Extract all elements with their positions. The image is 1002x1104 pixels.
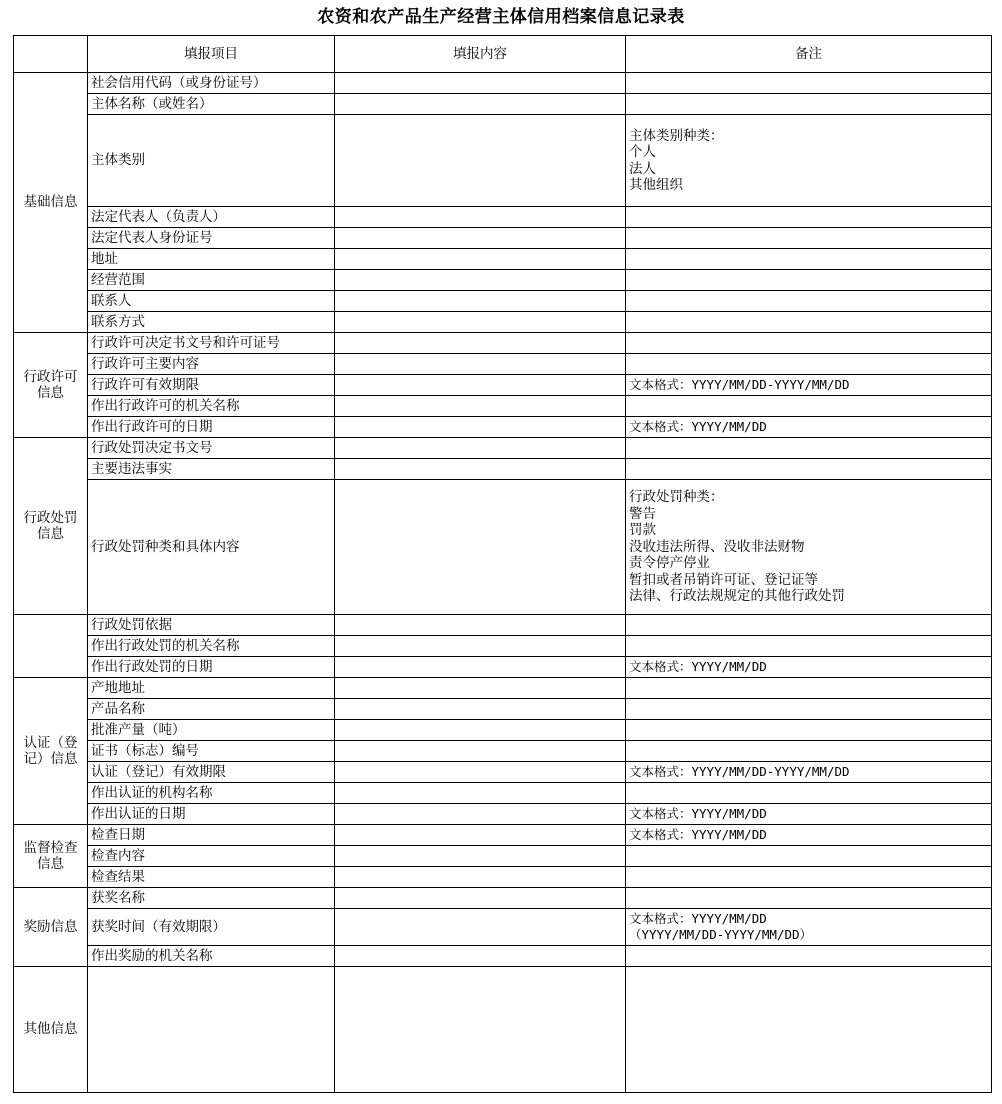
item-label: 检查结果 [88,867,335,888]
content-cell[interactable] [335,741,626,762]
category-admin-penalty: 行政处罚信息 [14,438,88,615]
table-row [14,783,992,804]
table-row [14,946,992,967]
content-cell[interactable] [335,846,626,867]
remark-cell [626,720,992,741]
content-cell[interactable] [335,678,626,699]
table-row [14,720,992,741]
content-cell[interactable] [335,762,626,783]
remark-cell [626,249,992,270]
item-label: 作出认证的机构名称 [88,783,335,804]
form-title: 农资和农产品生产经营主体信用档案信息记录表 [317,7,685,27]
header-item: 填报项目 [88,36,335,73]
item-label: 主体类别 [88,115,335,207]
credit-record-table [13,35,992,1093]
remark-cell: 文本格式：YYYY/MM/DD-YYYY/MM/DD [626,762,992,783]
content-cell[interactable] [335,720,626,741]
content-cell[interactable] [335,94,626,115]
table-row [14,967,992,1093]
category-award: 奖励信息 [14,888,88,967]
table-row [14,804,992,825]
item-label: 批准产量（吨） [88,720,335,741]
remark-cell [626,459,992,480]
table-row [14,115,992,207]
item-label: 行政处罚决定书文号 [88,438,335,459]
item-label: 行政许可有效期限 [88,375,335,396]
remark-cell [626,73,992,94]
content-cell[interactable] [335,375,626,396]
table-row [14,480,992,615]
content-cell[interactable] [335,333,626,354]
table-row [14,657,992,678]
remark-cell [626,438,992,459]
remark-cell [626,115,992,207]
item-label: 行政处罚种类和具体内容 [88,480,335,615]
table-row [14,73,992,94]
item-label: 作出行政处罚的机关名称 [88,636,335,657]
item-label: 行政许可主要内容 [88,354,335,375]
remark-cell [626,94,992,115]
item-label: 检查内容 [88,846,335,867]
content-cell[interactable] [335,459,626,480]
remark-line: 没收违法所得、没收非法财物 [629,538,805,555]
remark-cell [626,783,992,804]
content-cell[interactable] [335,354,626,375]
remark-cell [626,888,992,909]
table-row [14,207,992,228]
content-cell[interactable] [335,396,626,417]
remark-line: 法人 [629,160,656,177]
item-label: 获奖时间（有效期限） [88,909,335,946]
item-label: 作出奖励的机关名称 [88,946,335,967]
remark-cell [626,867,992,888]
content-cell[interactable] [335,867,626,888]
remark-cell [626,333,992,354]
table-row [14,333,992,354]
item-label: 经营范围 [88,270,335,291]
item-label: 作出行政处罚的日期 [88,657,335,678]
content-cell[interactable] [335,73,626,94]
table-row [14,354,992,375]
table-row [14,375,992,396]
item-label: 行政许可决定书文号和许可证号 [88,333,335,354]
remark-cell [626,946,992,967]
remark-cell [626,615,992,636]
remark-cell [626,741,992,762]
category-inspection: 监督检查信息 [14,825,88,888]
item-label: 社会信用代码（或身份证号） [88,73,335,94]
remark-cell [626,312,992,333]
content-cell[interactable] [335,438,626,459]
table-row [14,291,992,312]
remark-cell [626,228,992,249]
remark-cell [626,846,992,867]
table-row [14,846,992,867]
header-remark: 备注 [626,36,992,73]
table-row [14,636,992,657]
content-cell[interactable] [335,699,626,720]
remark-cell [626,207,992,228]
content-cell[interactable] [335,207,626,228]
remark-cell [626,291,992,312]
item-label: 主体名称（或姓名） [88,94,335,115]
remark-cell: 文本格式：YYYY/MM/DD [626,825,992,846]
remark-cell: 文本格式：YYYY/MM/DD-YYYY/MM/DD [626,375,992,396]
table-row [14,228,992,249]
content-cell[interactable] [335,783,626,804]
table-row [14,438,992,459]
content-cell[interactable] [335,115,626,207]
remark-cell [626,909,992,946]
table-row [14,249,992,270]
item-label: 获奖名称 [88,888,335,909]
category-other: 其他信息 [14,967,88,1093]
remark-line: 个人 [629,144,656,160]
table-row [14,459,992,480]
item-label: 地址 [88,249,335,270]
table-row [14,615,992,636]
table-row [14,270,992,291]
remark-cell [626,480,992,615]
table-row [14,94,992,115]
category-basic-info: 基础信息 [14,73,88,333]
item-label: 法定代表人身份证号 [88,228,335,249]
item-label: 认证（登记）有效期限 [88,762,335,783]
remark-cell: 文本格式：YYYY/MM/DD [626,657,992,678]
category-penalty-continued [14,615,88,678]
remark-line: 行政处罚种类： [629,489,724,506]
item-label: 作出行政许可的日期 [88,417,335,438]
content-cell[interactable] [335,228,626,249]
content-cell[interactable] [335,480,626,615]
remark-cell [626,636,992,657]
table-row [14,909,992,946]
table-row [14,396,992,417]
item-label: 联系人 [88,291,335,312]
content-cell[interactable] [335,804,626,825]
content-cell[interactable] [335,657,626,678]
content-cell[interactable] [335,417,626,438]
content-cell[interactable] [335,615,626,636]
remark-line: 罚款 [629,522,656,539]
content-cell[interactable] [335,888,626,909]
content-cell[interactable] [335,270,626,291]
remark-line: 责令停产停业 [629,555,710,572]
table-row [14,312,992,333]
remark-line: 警告 [629,505,656,522]
remark-line: 文本格式：YYYY/MM/DD [629,910,767,926]
category-certification: 认证（登记）信息 [14,678,88,825]
remark-cell: 文本格式：YYYY/MM/DD [626,804,992,825]
item-label: 证书（标志）编号 [88,741,335,762]
item-label: 联系方式 [88,312,335,333]
content-cell[interactable] [335,909,626,946]
remark-line: （YYYY/MM/DD-YYYY/MM/DD） [629,927,813,942]
remark-cell[interactable] [626,967,992,1093]
remark-line: 暂扣或者吊销许可证、登记证等 [629,571,818,588]
table-row [14,867,992,888]
content-cell[interactable] [335,312,626,333]
table-header-row [14,36,992,73]
item-label: 作出行政许可的机关名称 [88,396,335,417]
table-row [14,888,992,909]
remark-line: 主体类别种类： [629,127,724,144]
item-label: 法定代表人（负责人） [88,207,335,228]
table-row [14,699,992,720]
item-label: 作出认证的日期 [88,804,335,825]
remark-line: 其他组织 [629,177,683,193]
header-content: 填报内容 [335,36,626,73]
content-cell[interactable] [335,291,626,312]
item-label: 行政处罚依据 [88,615,335,636]
item-label: 产地地址 [88,678,335,699]
remark-cell [626,354,992,375]
item-label: 产品名称 [88,699,335,720]
content-cell[interactable] [335,249,626,270]
item-label: 主要违法事实 [88,459,335,480]
content-cell[interactable] [335,967,626,1093]
table-row [14,762,992,783]
content-cell[interactable] [335,636,626,657]
remark-cell [626,678,992,699]
remark-line: 法律、行政法规规定的其他行政处罚 [629,588,845,605]
remark-cell [626,699,992,720]
table-row [14,678,992,699]
category-admin-license: 行政许可信息 [14,333,88,438]
remark-cell: 文本格式：YYYY/MM/DD [626,417,992,438]
item-label[interactable] [88,967,335,1093]
remark-cell [626,396,992,417]
content-cell[interactable] [335,825,626,846]
table-row [14,417,992,438]
item-label: 检查日期 [88,825,335,846]
header-category [14,36,88,73]
table-row [14,741,992,762]
table-row [14,825,992,846]
content-cell[interactable] [335,946,626,967]
remark-cell [626,270,992,291]
